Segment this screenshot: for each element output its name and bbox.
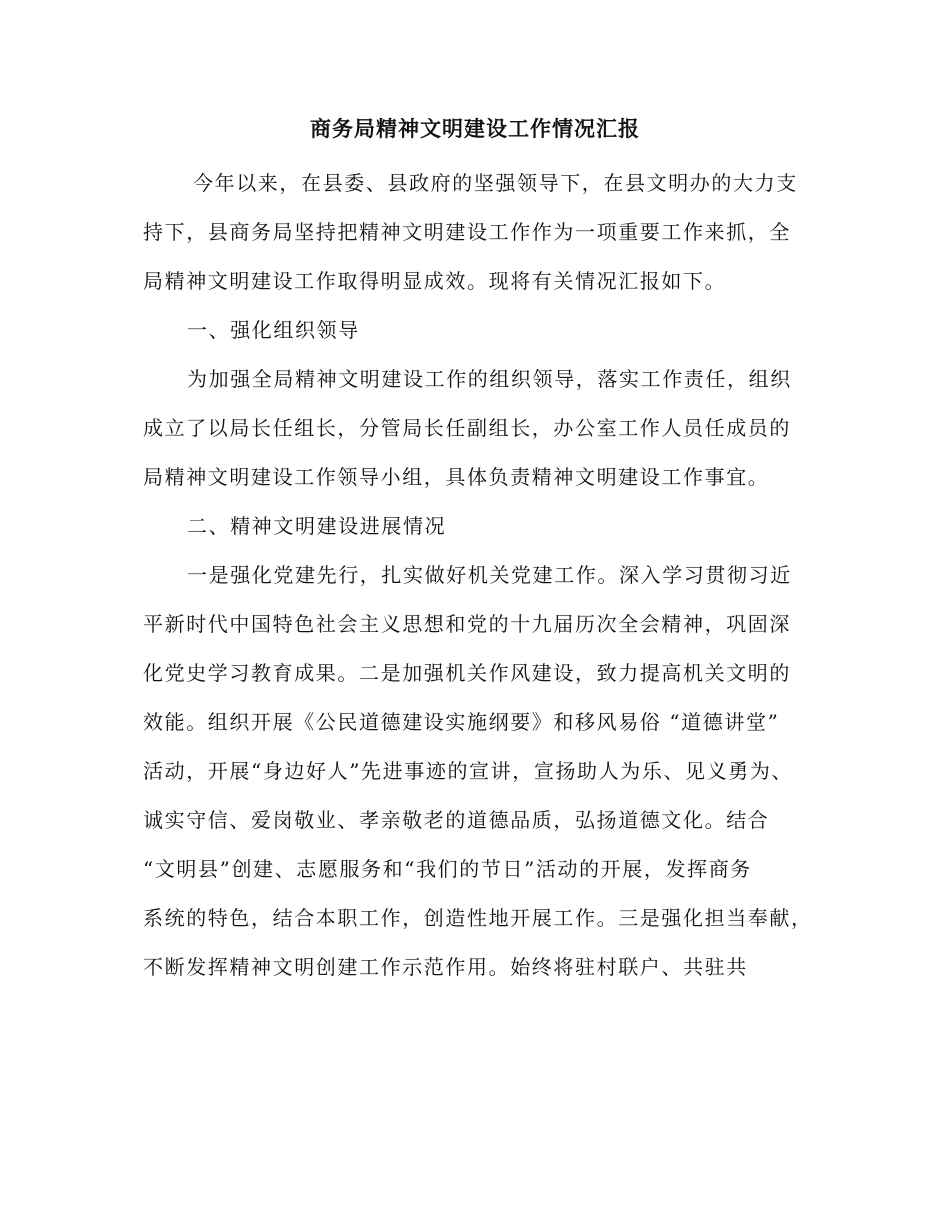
document-title: 商务局精神文明建设工作情况汇报 [310, 116, 640, 141]
body-line-14: 诚实守信、爱岗敬业、孝亲敬老的道德品质，弘扬道德文化。结合 [143, 808, 770, 832]
body-line-12: 效能。组织开展《公民道德建设实施纲要》和移风易俗 “道德讲堂” [143, 710, 780, 734]
body-line-3: 局精神文明建设工作取得明显成效。现将有关情况汇报如下。 [143, 269, 727, 293]
section-heading-1: 一、强化组织领导 [187, 318, 360, 342]
section-heading-2: 二、精神文明建设进展情况 [187, 514, 447, 538]
body-line-2: 持下，县商务局坚持把精神文明建设工作作为一项重要工作来抓，全 [143, 220, 791, 244]
body-line-1: 今年以来，在县委、县政府的坚强领导下，在县文明办的大力支 [193, 171, 798, 195]
body-line-15: “文明县”创建、志愿服务和“我们的节日”活动的开展，发挥商务 [143, 857, 752, 881]
body-line-9: 一是强化党建先行，扎实做好机关党建工作。深入学习贯彻习近 [187, 563, 792, 587]
body-line-13: 活动，开展“身边好人”先进事迹的宣讲，宣扬助人为乐、见义勇为、 [143, 759, 794, 783]
body-line-10: 平新时代中国特色社会主义思想和党的十九届历次全会精神，巩固深 [143, 612, 791, 636]
body-line-17: 不断发挥精神文明创建工作示范作用。始终将驻村联户、共驻共 [143, 955, 748, 979]
body-line-7: 局精神文明建设工作领导小组，具体负责精神文明建设工作事宜。 [143, 465, 770, 489]
body-line-5: 为加强全局精神文明建设工作的组织领导，落实工作责任，组织 [187, 367, 792, 391]
body-line-6: 成立了以局长任组长，分管局长任副组长，办公室工作人员任成员的 [143, 416, 791, 440]
body-line-11: 化党史学习教育成果。二是加强机关作风建设，致力提高机关文明的 [143, 661, 791, 685]
body-line-16: 系统的特色，结合本职工作，创造性地开展工作。三是强化担当奉献， [143, 906, 813, 930]
